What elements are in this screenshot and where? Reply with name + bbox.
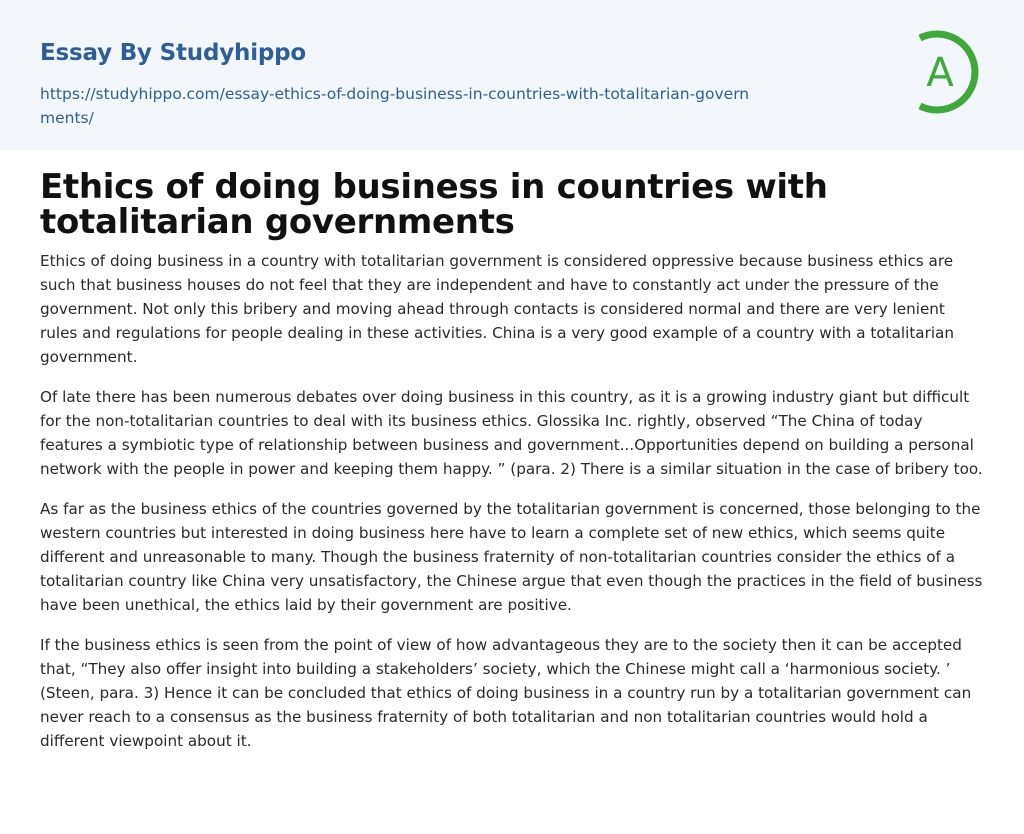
- essay-paragraph: If the business ethics is seen from the point of view of how advantageous they are to the society then it can be accepted that, “They also offer insight into building a stakeholders’ society, which the Chinese might call a ‘harmonious society. ’ (Steen, para. 3) Hence it can be concluded that ethics of doing business in a country run by a totalitarian government can never reach to a consensus as the business fraternity of both totalitarian and non totalitarian countries would hold a different viewpoint about it.: [40, 636, 972, 750]
- site-header: [0, 0, 1024, 150]
- studyhippo-logo-icon[interactable]: [904, 28, 988, 116]
- site-brand[interactable]: Essay By Studyhippo: [40, 40, 307, 66]
- essay-url-link[interactable]: https://studyhippo.com/essay-ethics-of-doing-business-in-countries-with-totalitarian-governments/: [40, 85, 750, 127]
- logo-svg: [904, 28, 988, 116]
- essay-paragraph: As far as the business ethics of the countries governed by the totalitarian government is concerned, those belonging to the western countries but interested in doing business here have to learn a complete set of new ethics, which seems quite different and unreasonable to many. Though the business fraternity of non-totalitarian countries consider the ethics of a totalitarian country like China very unsatisfactory, the Chinese argue that even though the practices in the field of business have been unethical, the ethics laid by their government are positive.: [40, 500, 983, 614]
- essay-paragraph: Of late there has been numerous debates over doing business in this country, as it is a growing industry giant but difficult for the non-totalitarian countries to deal with its business ethics. Glossika Inc. rightly, observed “The China of today features a symbiotic type of relationship between business and government...Opportunities depend on building a personal network with the people in power and keeping them happy. ” (para. 2) There is a similar situation in the case of bribery too.: [40, 388, 983, 478]
- essay-paragraph: Ethics of doing business in a country with totalitarian government is considered oppressive because business ethics are such that business houses do not feel that they are independent and have to constantly act under the pressure of the government. Not only this bribery and moving ahead through contacts is considered normal and there are very lenient rules and regulations for people dealing in these activities. China is a very good example of a country with a totalitarian government.: [40, 252, 954, 366]
- essay-body: [40, 249, 986, 769]
- essay-title: Ethics of doing business in countries with totalitarian governments: [40, 167, 828, 242]
- logo-letter: A: [926, 50, 954, 96]
